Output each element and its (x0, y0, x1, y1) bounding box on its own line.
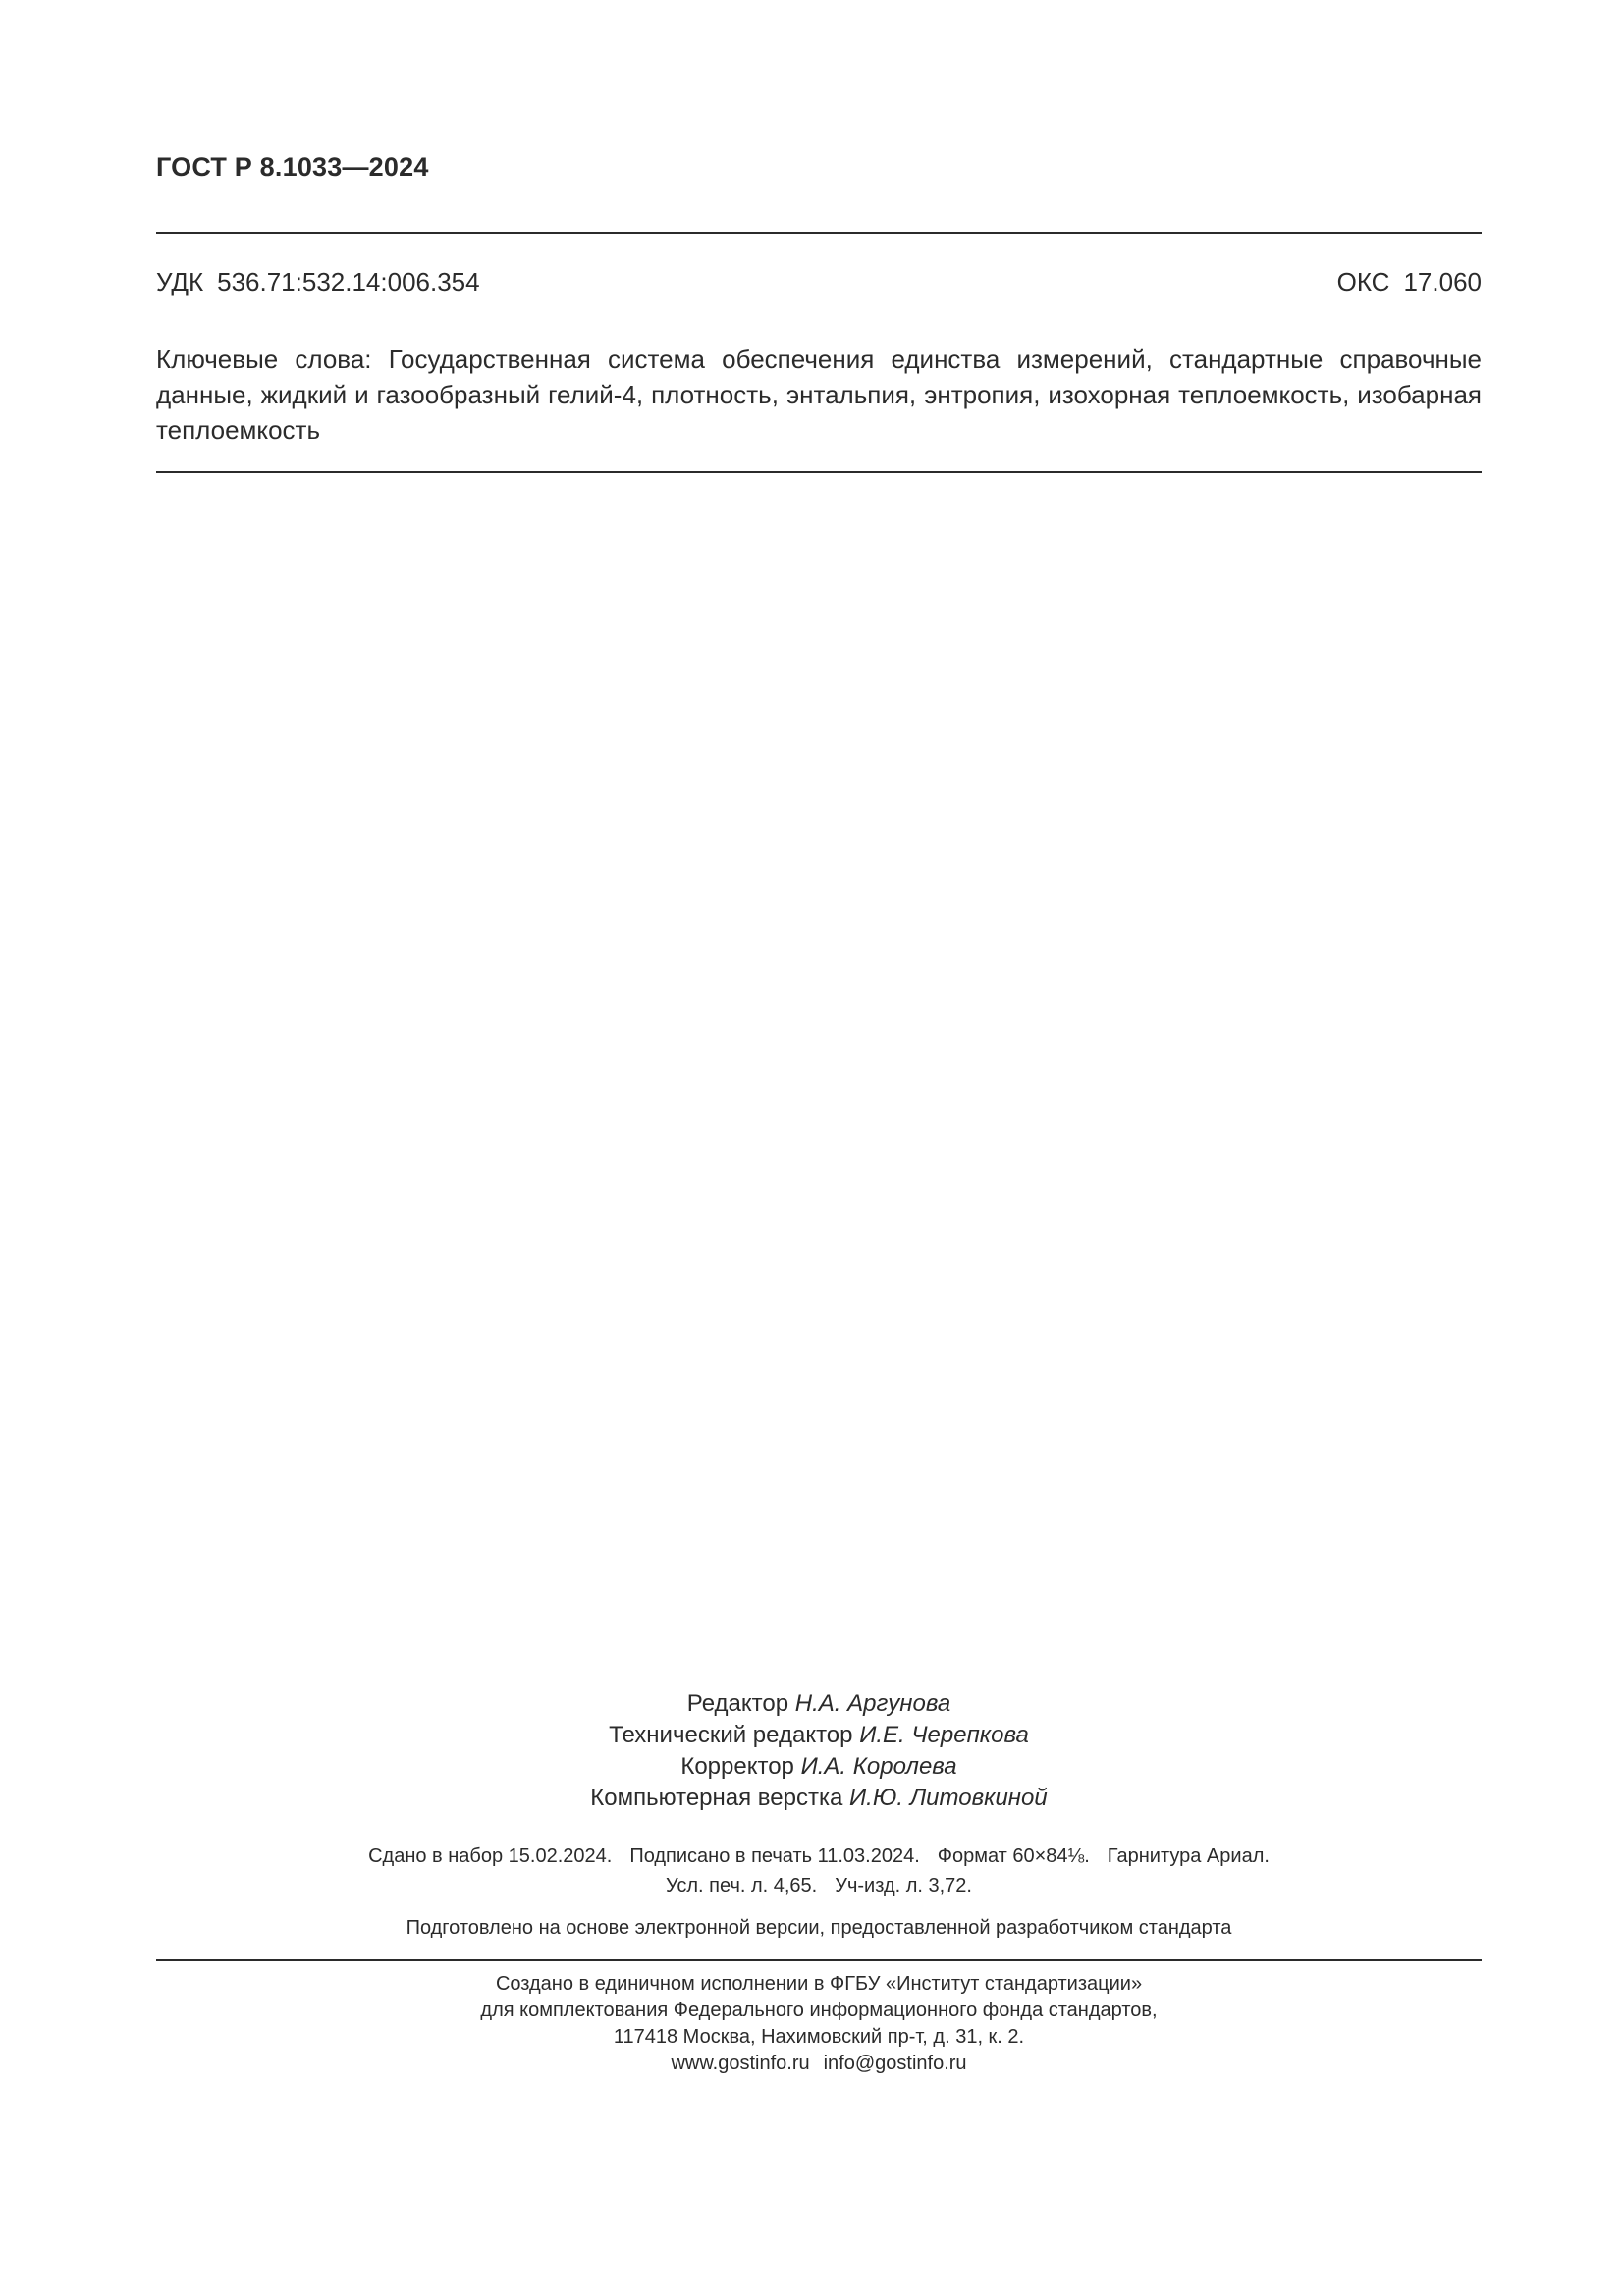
udk-label: УДК (156, 267, 204, 296)
layout-role: Компьютерная верстка (590, 1785, 843, 1811)
footer-contacts (156, 2051, 1482, 2077)
udk-block (156, 267, 480, 297)
editor-name: Н.А. Аргунова (794, 1690, 951, 1717)
publisher-sheets: Уч-изд. л. 3,72. (835, 1875, 972, 1896)
layout-line (156, 1783, 1482, 1814)
typeface: Гарнитура Ариал. (1107, 1845, 1270, 1867)
editor-line (156, 1688, 1482, 1720)
email-link[interactable]: info@gostinfo.ru (823, 2053, 967, 2074)
footer-line-1: Создано в единичном исполнении в ФГБУ «Институт стандартизации» (495, 1973, 1143, 1995)
proofreader-name: И.А. Королева (800, 1753, 957, 1780)
keywords-divider (156, 471, 1482, 473)
editor-role: Редактор (686, 1690, 789, 1717)
tech-editor-line (156, 1720, 1482, 1751)
credits-block (156, 1688, 1482, 1814)
imprint-block (156, 1842, 1482, 1900)
website-link[interactable]: www.gostinfo.ru (671, 2053, 810, 2074)
imprint-line-2 (156, 1871, 1482, 1900)
tech-editor-role: Технический редактор (609, 1722, 853, 1748)
keywords-paragraph: Ключевые слова: Государственная система обеспечения единства измерений, стандартные справочные данные, жидкий и газообразный гелий-4, плотность, энтальпия, энтропия, изохорная теплоемкость, изобарная теплоемкость (156, 345, 1482, 445)
top-divider (156, 232, 1482, 234)
footer-line-2: для комплектования Федерального информационного фонда стандартов, (480, 2000, 1158, 2021)
oks-label: ОКС (1336, 267, 1390, 296)
tech-editor-name: И.Е. Черепкова (859, 1722, 1029, 1748)
signed-date: Подписано в печать 11.03.2024. (629, 1845, 920, 1867)
udk-value: 536.71:532.14:006.354 (217, 267, 480, 296)
layout-name: И.Ю. Литовкиной (849, 1785, 1048, 1811)
print-sheets: Усл. печ. л. 4,65. (666, 1875, 818, 1896)
paper-format: Формат 60×84⅛. (937, 1845, 1090, 1867)
prepared-note: Подготовлено на основе электронной версии, предоставленной разработчиком стандарта (406, 1917, 1232, 1939)
oks-value: 17.060 (1403, 267, 1482, 296)
imprint-line-1 (156, 1842, 1482, 1871)
proofreader-role: Корректор (680, 1753, 794, 1780)
proofreader-line (156, 1751, 1482, 1783)
footer-line-3: 117418 Москва, Нахимовский пр-т, д. 31, к. 2. (613, 2026, 1025, 2048)
oks-block (1337, 267, 1482, 297)
footer-block (156, 1971, 1482, 2077)
standard-code: ГОСТ Р 8.1033—2024 (156, 152, 429, 182)
footer-divider (156, 1959, 1482, 1961)
typeset-date: Сдано в набор 15.02.2024. (368, 1845, 613, 1867)
